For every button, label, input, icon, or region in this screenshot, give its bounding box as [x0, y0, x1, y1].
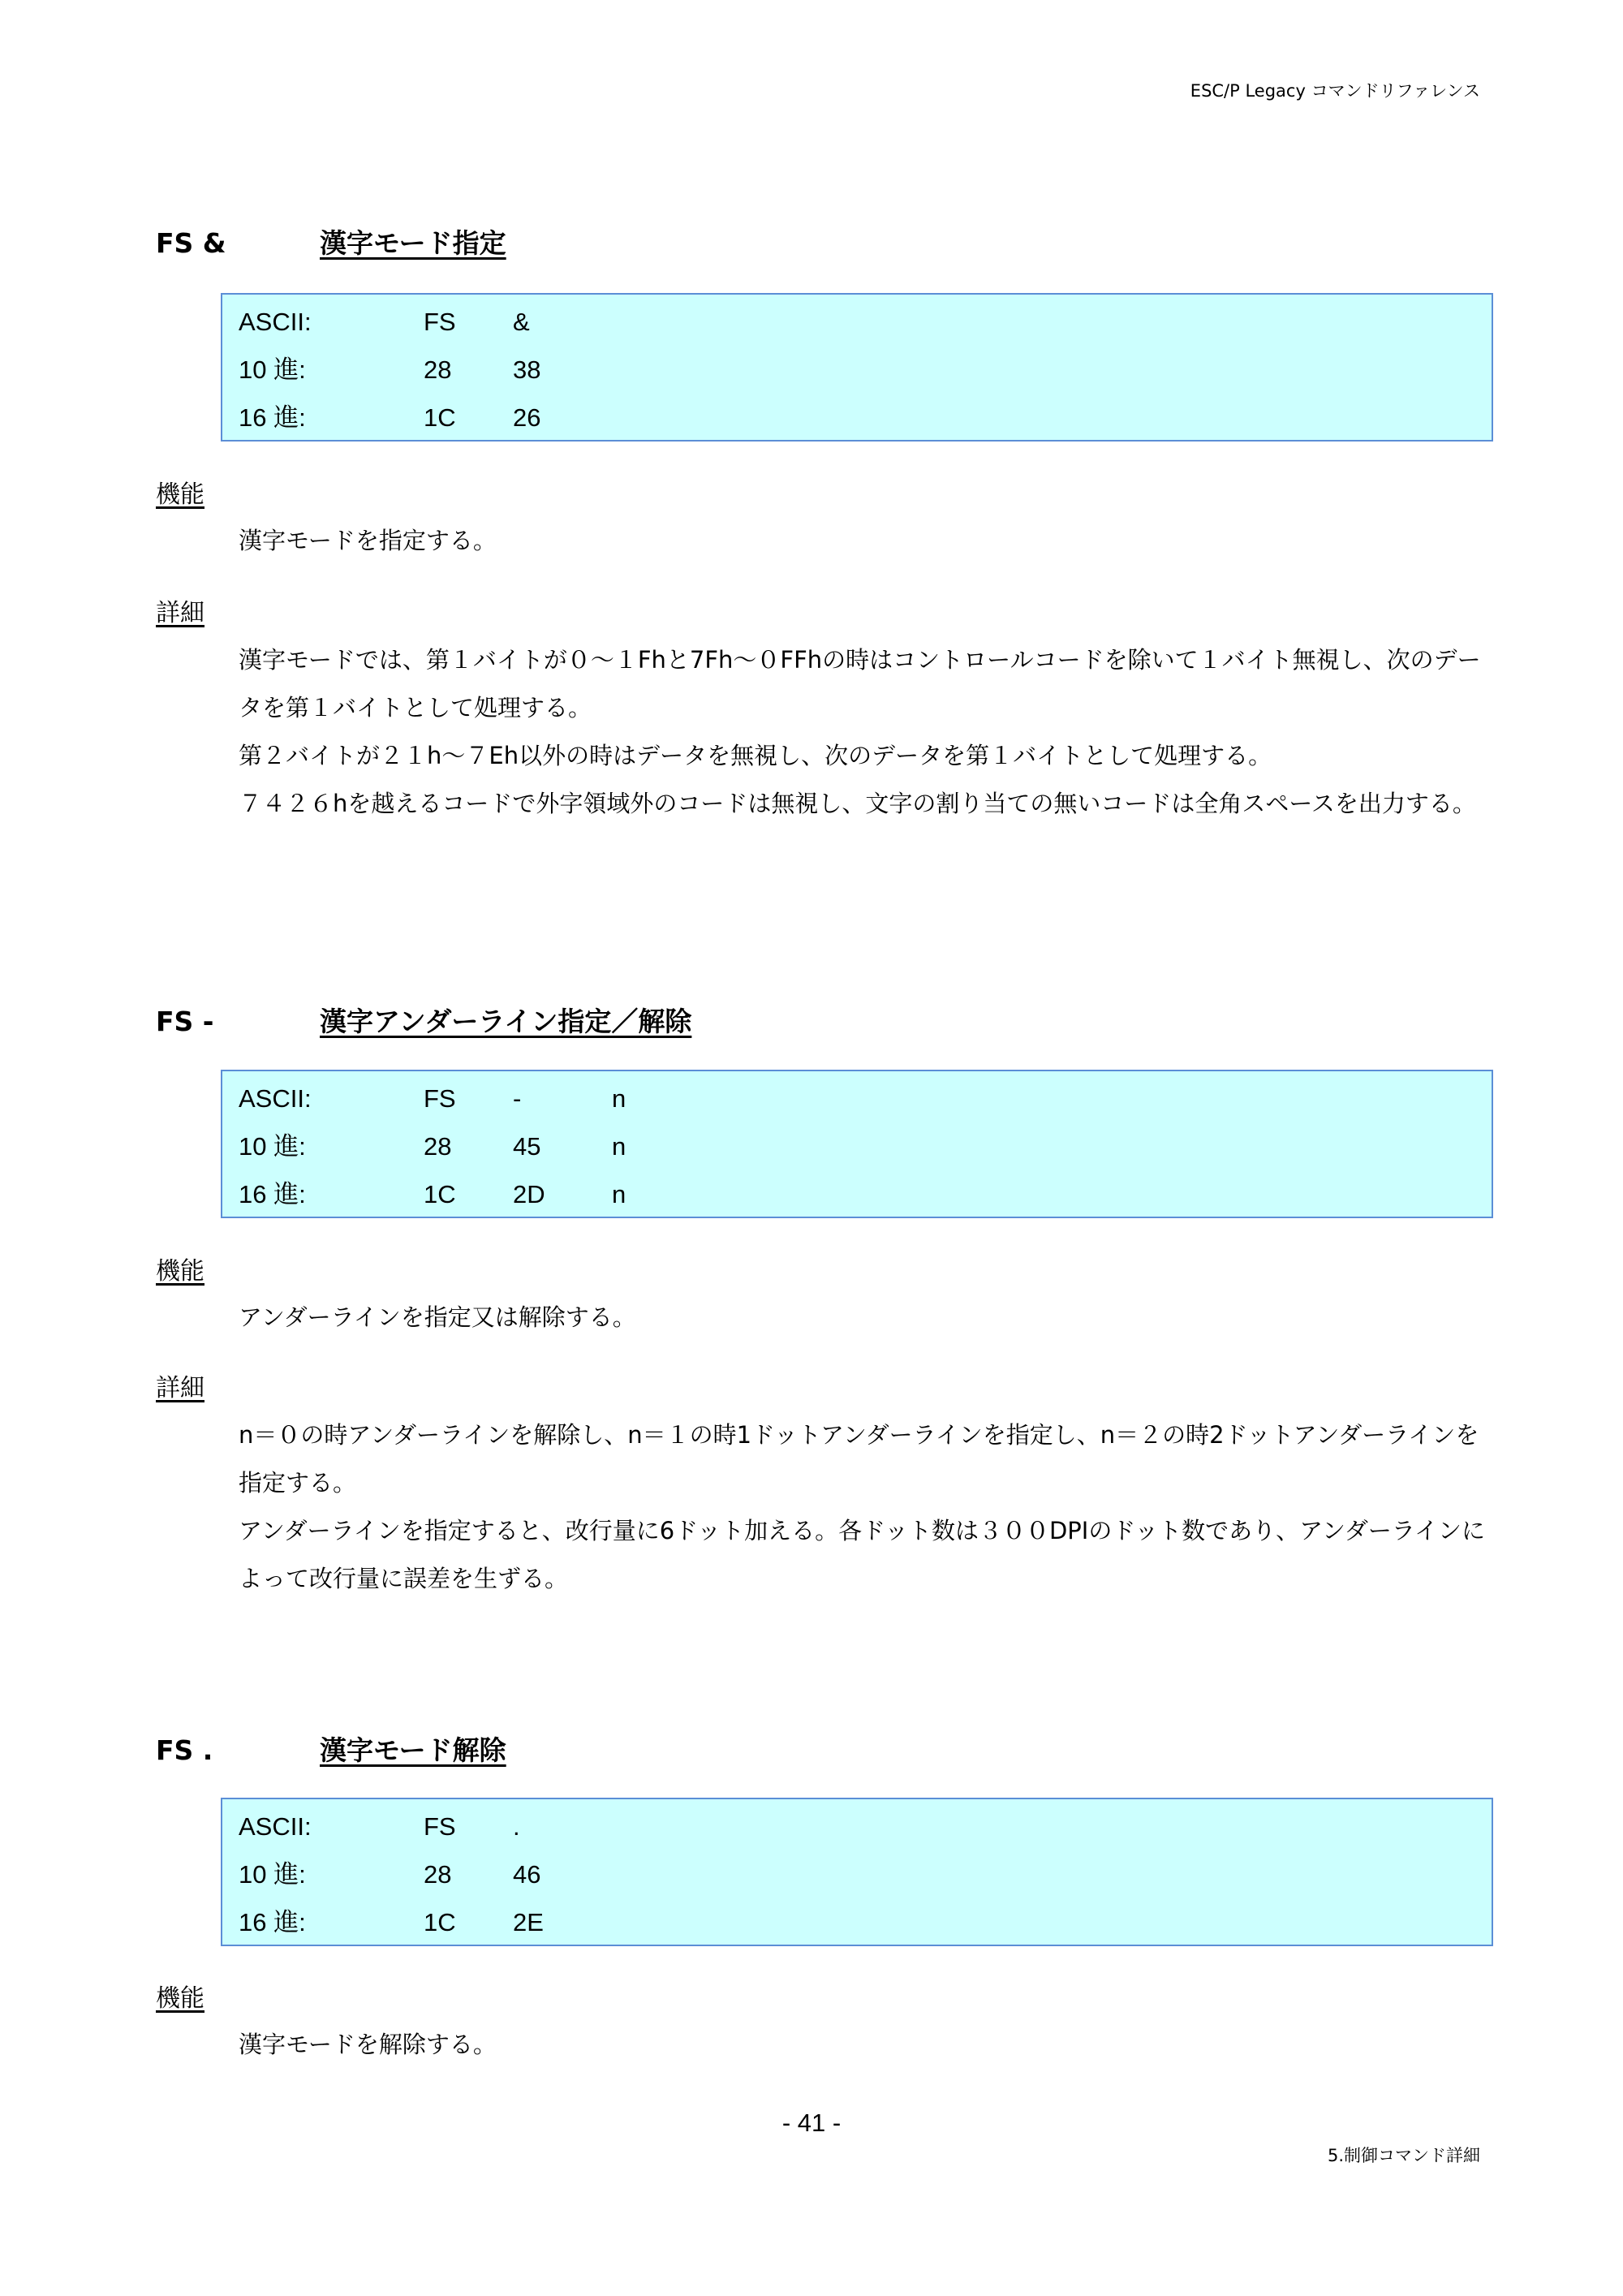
- code-value: &: [513, 308, 530, 336]
- function-text: [239, 2021, 1488, 2069]
- code-value: .: [513, 1812, 520, 1841]
- function-heading: 機能: [156, 480, 204, 509]
- detail-heading: 詳細: [156, 1374, 204, 1402]
- detail-text: [239, 1411, 1488, 1603]
- code-value: 1C: [424, 1180, 456, 1208]
- code-table: [221, 1798, 1493, 1946]
- command-name: FS &: [156, 227, 226, 259]
- code-value: 1C: [424, 403, 456, 432]
- paragraph: 第２バイトが２１h～７Eh以外の時はデータを無視し、次のデータを第１バイトとして処理する。: [239, 742, 1272, 769]
- code-value: 38: [513, 355, 541, 384]
- code-table: [221, 293, 1493, 442]
- code-label: ASCII:: [239, 1084, 312, 1113]
- command-title: 漢字モード解除: [320, 1734, 506, 1766]
- code-value: 28: [424, 1860, 452, 1889]
- code-label: ASCII:: [239, 1812, 312, 1841]
- code-value: 26: [513, 403, 541, 432]
- detail-text: [239, 636, 1488, 828]
- code-value: FS: [424, 1812, 456, 1841]
- code-label: 10 進:: [239, 1132, 306, 1161]
- code-value: n: [612, 1132, 626, 1161]
- code-label: ASCII:: [239, 308, 312, 336]
- section-title-fs-minus: [156, 1003, 716, 1040]
- paragraph: アンダーラインを指定又は解除する。: [239, 1303, 636, 1331]
- code-value: 46: [513, 1860, 541, 1889]
- paragraph: 漢字モードを解除する。: [239, 2031, 497, 2058]
- code-value: 28: [424, 1132, 452, 1161]
- code-value: 1C: [424, 1908, 456, 1936]
- code-value: 2E: [513, 1908, 544, 1936]
- command-title: 漢字モード指定: [320, 227, 506, 259]
- paragraph: 漢字モードでは、第１バイトが０～１Fhと7Fh～０FFhの時はコントロールコードを除いて１バイト無視し、次のデータを第１バイトとして処理する。: [239, 646, 1481, 722]
- function-heading: 機能: [156, 1984, 204, 2013]
- code-value: -: [513, 1084, 522, 1113]
- code-label: 16 進:: [239, 403, 306, 432]
- section-title-fs-period: [156, 1732, 518, 1769]
- code-label: 16 進:: [239, 1180, 306, 1208]
- code-value: FS: [424, 1084, 456, 1113]
- code-label: 16 進:: [239, 1908, 306, 1936]
- paragraph: n＝０の時アンダーラインを解除し、n＝１の時1ドットアンダーラインを指定し、n＝２の時2ドットアンダーラインを指定する。: [239, 1421, 1479, 1497]
- command-title: 漢字アンダーライン指定／解除: [320, 1006, 692, 1037]
- command-name: FS -: [156, 1006, 214, 1037]
- function-text: [239, 517, 1488, 565]
- code-label: 10 進:: [239, 355, 306, 384]
- code-value: 28: [424, 355, 452, 384]
- code-value: n: [612, 1084, 626, 1113]
- paragraph: ７４２６hを越えるコードで外字領域外のコードは無視し、文字の割り当ての無いコードは全角スペースを出力する。: [239, 790, 1476, 817]
- code-label: 10 進:: [239, 1860, 306, 1889]
- function-heading: 機能: [156, 1257, 204, 1286]
- detail-heading: 詳細: [156, 599, 204, 627]
- paragraph: アンダーラインを指定すると、改行量に6ドット加える。各ドット数は３００DPIのドット数であり、アンダーラインによって改行量に誤差を生ずる。: [239, 1517, 1485, 1592]
- code-value: n: [612, 1180, 626, 1208]
- code-value: 45: [513, 1132, 541, 1161]
- function-text: [239, 1294, 1488, 1342]
- section-title-fs-ampersand: [156, 225, 518, 262]
- code-table: [221, 1070, 1493, 1218]
- page-footer: 5.制御コマンド詳細: [1327, 2146, 1480, 2165]
- code-value: 2D: [513, 1180, 545, 1208]
- code-value: FS: [424, 308, 456, 336]
- command-name: FS .: [156, 1734, 213, 1766]
- paragraph: 漢字モードを指定する。: [239, 527, 497, 554]
- page-header: ESC/P Legacy コマンドリファレンス: [1190, 81, 1480, 101]
- page-number: - 41 -: [781, 2109, 842, 2137]
